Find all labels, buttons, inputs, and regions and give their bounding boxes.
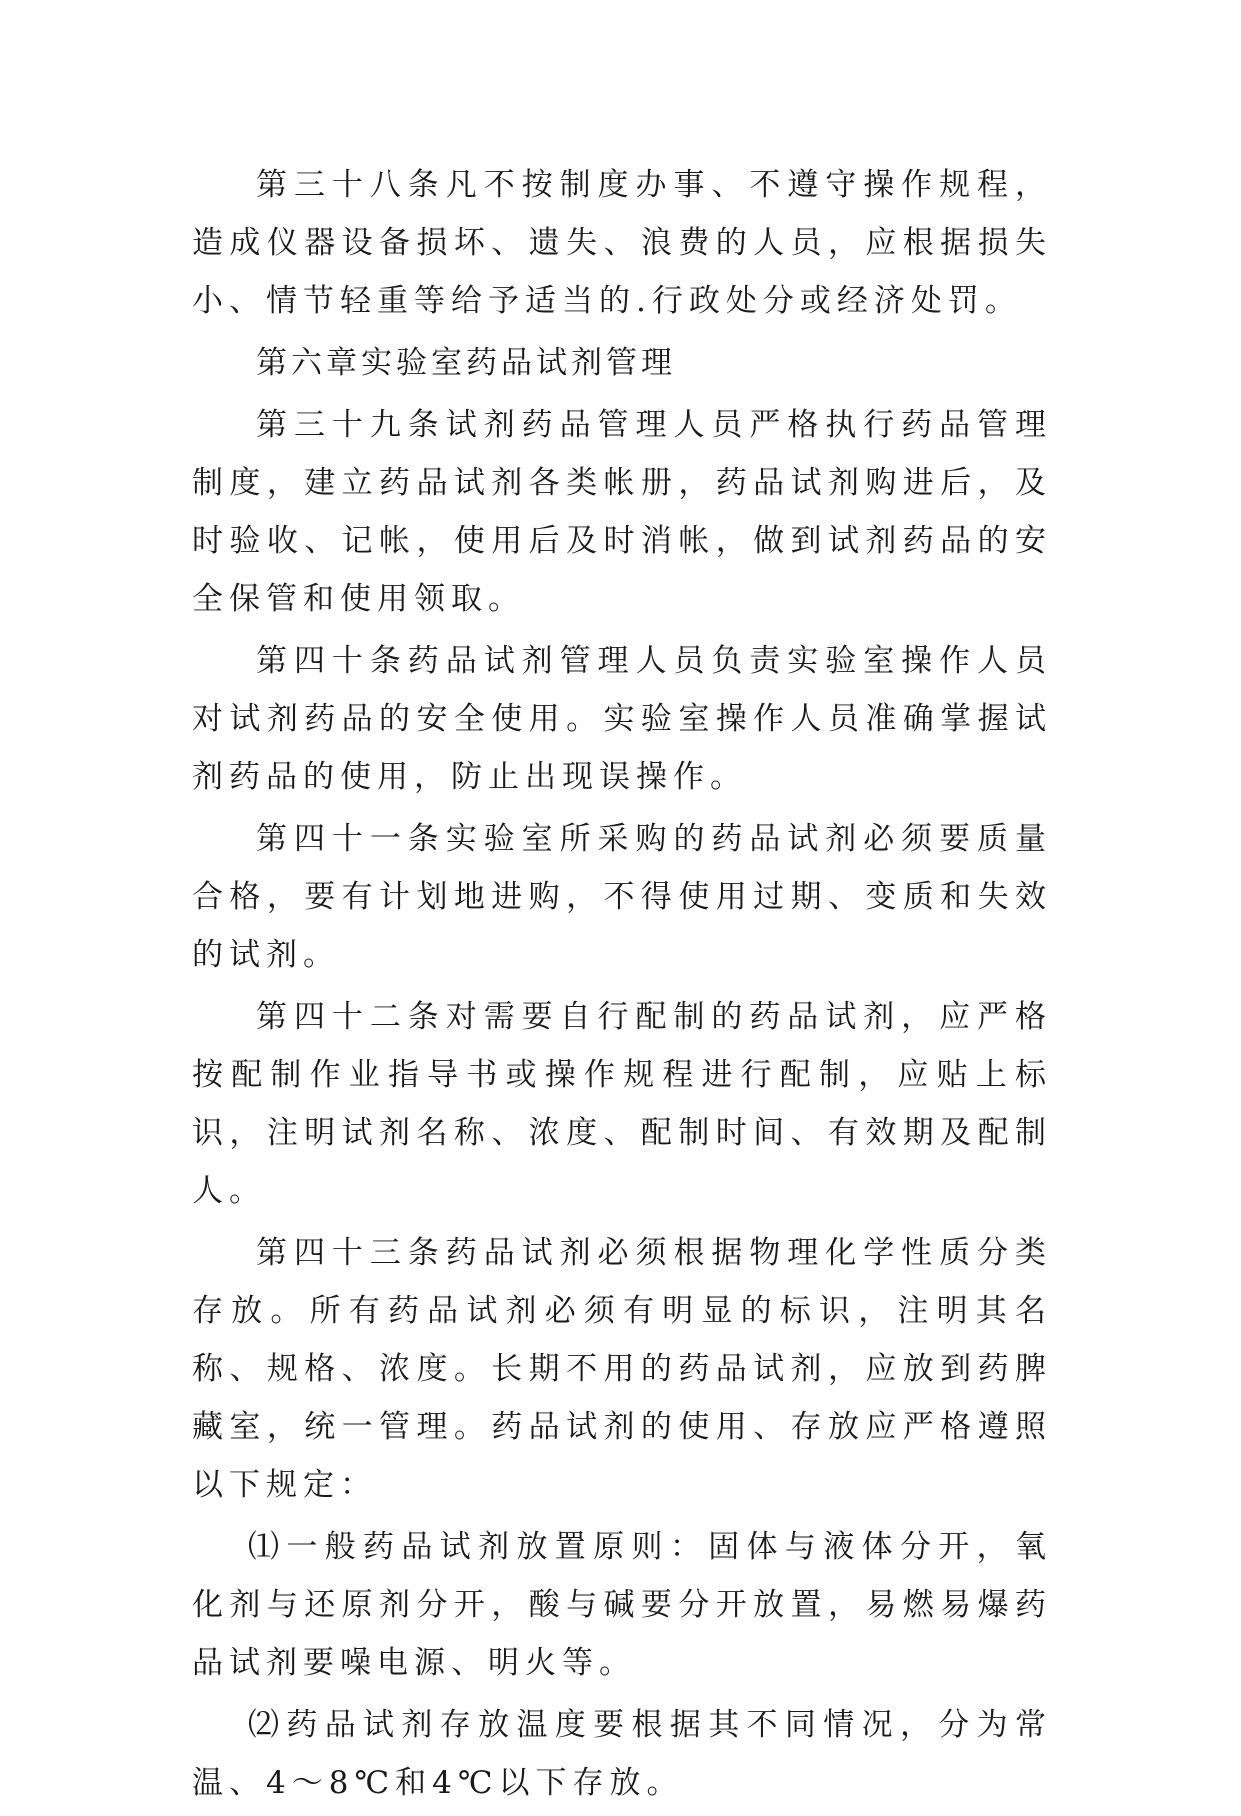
article-40-paragraph: 第四十条药品试剂管理人员负责实验室操作人员对试剂药品的安全使用。实验室操作人员准确掌握试剂药品的使用，防止出现误操作。 [192, 643, 1052, 795]
article-39-paragraph: 第三十九条试剂药品管理人员严格执行药品管理制度，建立药品试剂各类帐册，药品试剂购进后，及时验收、记帐，使用后及时消帐，做到试剂药品的安全保管和使用领取。 [192, 407, 1052, 617]
chapter-6-heading: 第六章实验室药品试剂管理 [256, 345, 676, 381]
article-41-paragraph: 第四十一条实验室所采购的药品试剂必须要质量合格，要有计划地进购，不得使用过期、变质和失效的试剂。 [192, 821, 1052, 973]
article-38-paragraph: 第三十八条凡不按制度办事、不遵守操作规程，造成仪器设备损坏、遗失、浪费的人员，应根据损失小、情节轻重等给予适当的.行政处分或经济处罚。 [192, 167, 1052, 319]
document-body [192, 156, 1052, 1816]
rule-item-1: ⑴一般药品试剂放置原则：固体与液体分开，氧化剂与还原剂分开，酸与碱要分开放置，易燃易爆药品试剂要噪电源、明火等。 [192, 1529, 1052, 1681]
article-43-paragraph: 第四十三条药品试剂必须根据物理化学性质分类存放。所有药品试剂必须有明显的标识，注明其名称、规格、浓度。长期不用的药品试剂，应放到药脾藏室，统一管理。药品试剂的使用、存放应严格遵照以下规定： [192, 1235, 1052, 1503]
article-42-paragraph: 第四十二条对需要自行配制的药品试剂，应严格按配制作业指导书或操作规程进行配制，应贴上标识，注明试剂名称、浓度、配制时间、有效期及配制人。 [192, 999, 1052, 1209]
rule-item-2: ⑵药品试剂存放温度要根据其不同情况，分为常温、4～8℃和4℃以下存放。 [192, 1707, 1052, 1801]
